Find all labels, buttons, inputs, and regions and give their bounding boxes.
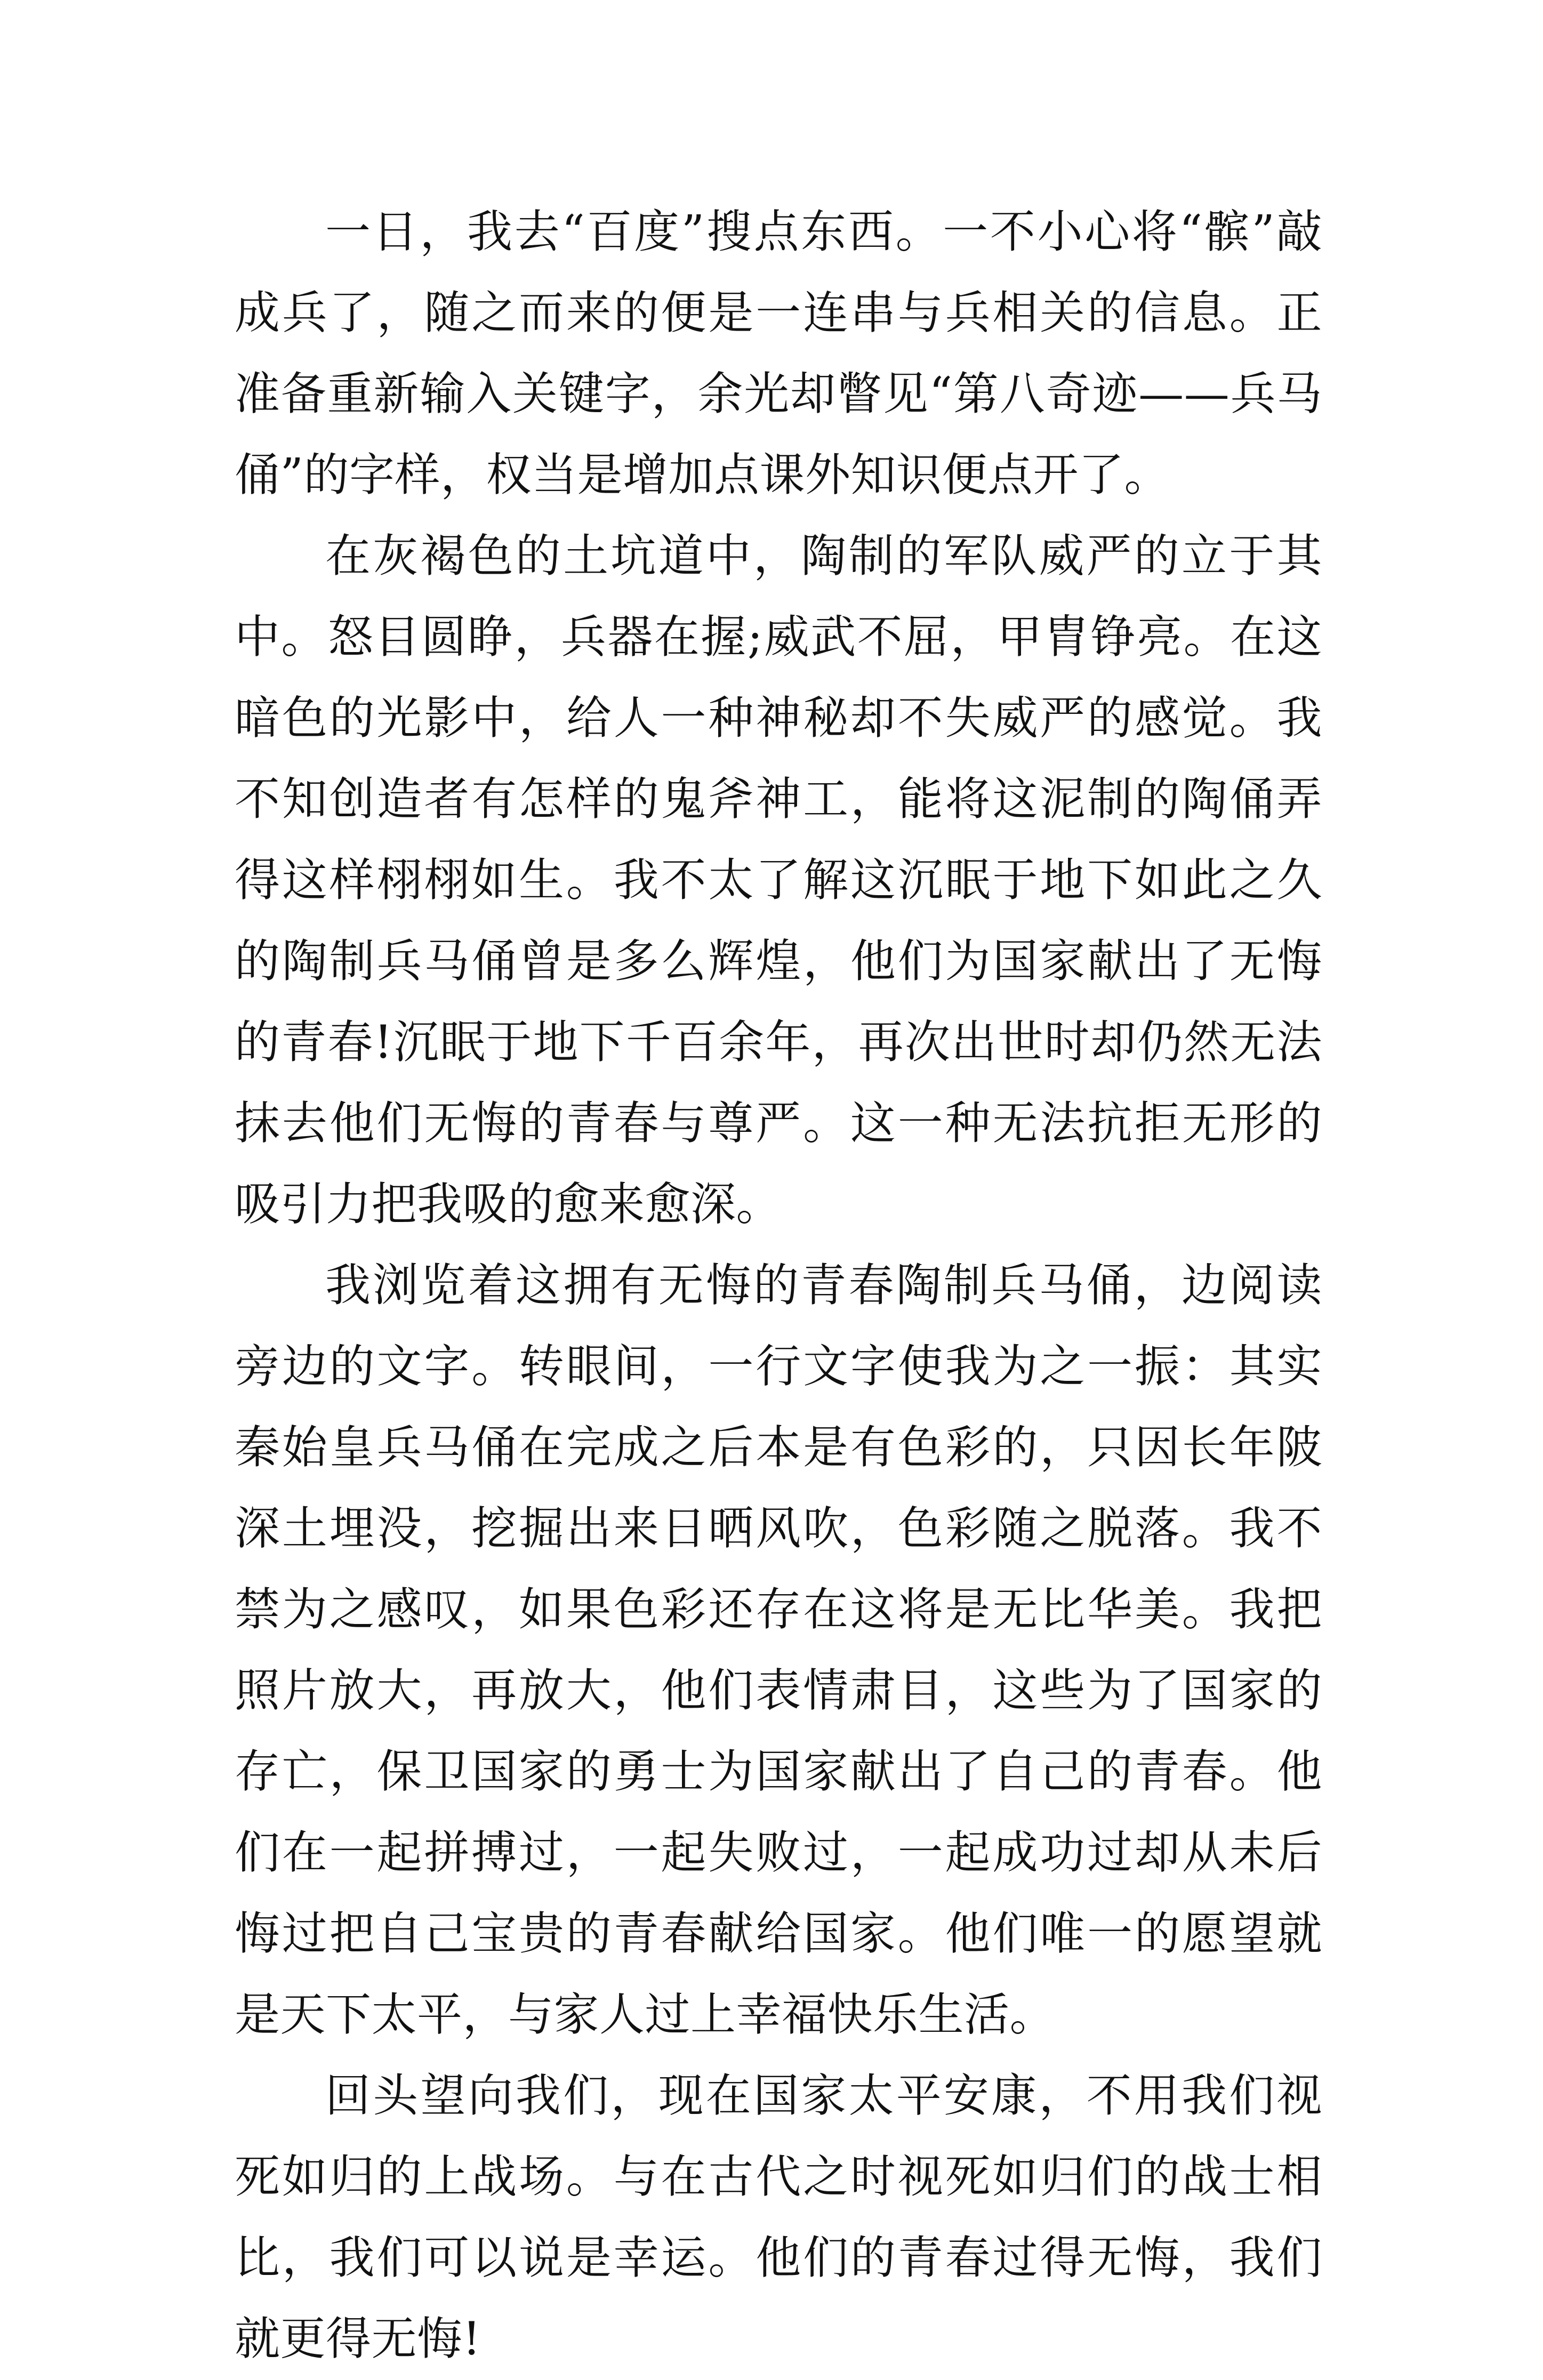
paragraph-3: 我浏览着这拥有无悔的青春陶制兵马俑，边阅读旁边的文字。转眼间，一行文字使我为之一振：其实秦始皇兵马俑在完成之后本是有色彩的，只因长年陂深土埋没，挖掘出来日晒风吹，色彩随之脱落。我不禁为之感叹，如果色彩还存在这将是无比华美。我把照片放大，再放大，他们表情肃目，这些为了国家的存亡，保卫国家的勇士为国家献出了自己的青春。他们在一起拼搏过，一起失败过，一起成功过却从未后悔过把自己宝贵的青春献给国家。他们唯一的愿望就是天下太平，与家人过上幸福快乐生活。	[235, 1259, 1322, 2041]
paragraph-4: 回头望向我们，现在国家太平安康，不用我们视死如归的上战场。与在古代之时视死如归们的战士相比，我们可以说是幸运。他们的青春过得无悔，我们就更得无悔!	[235, 2070, 1322, 2366]
paragraph-1: 一日，我去“百度”搜点东西。一不小心将“髌”敲成兵了，随之而来的便是一连串与兵相关的信息。正准备重新输入关键字，余光却瞥见“第八奇迹——兵马俑”的字样，权当是增加点课外知识便点开了。	[235, 206, 1322, 502]
paragraph-2: 在灰褐色的土坑道中，陶制的军队威严的立于其中。怒目圆睁，兵器在握;威武不屈，甲胄铮亮。在这暗色的光影中，给人一种神秘却不失威严的感觉。我不知创造者有怎样的鬼斧神工，能将这泥制的陶俑弄得这样栩栩如生。我不太了解这沉眠于地下如此之久的陶制兵马俑曾是多么辉煌，他们为国家献出了无悔的青春!沉眠于地下千百余年，再次出世时却仍然无法抹去他们无悔的青春与尊严。这一种无法抗拒无形的吸引力把我吸的愈来愈深。	[235, 530, 1322, 1231]
document-body	[235, 192, 1322, 2380]
